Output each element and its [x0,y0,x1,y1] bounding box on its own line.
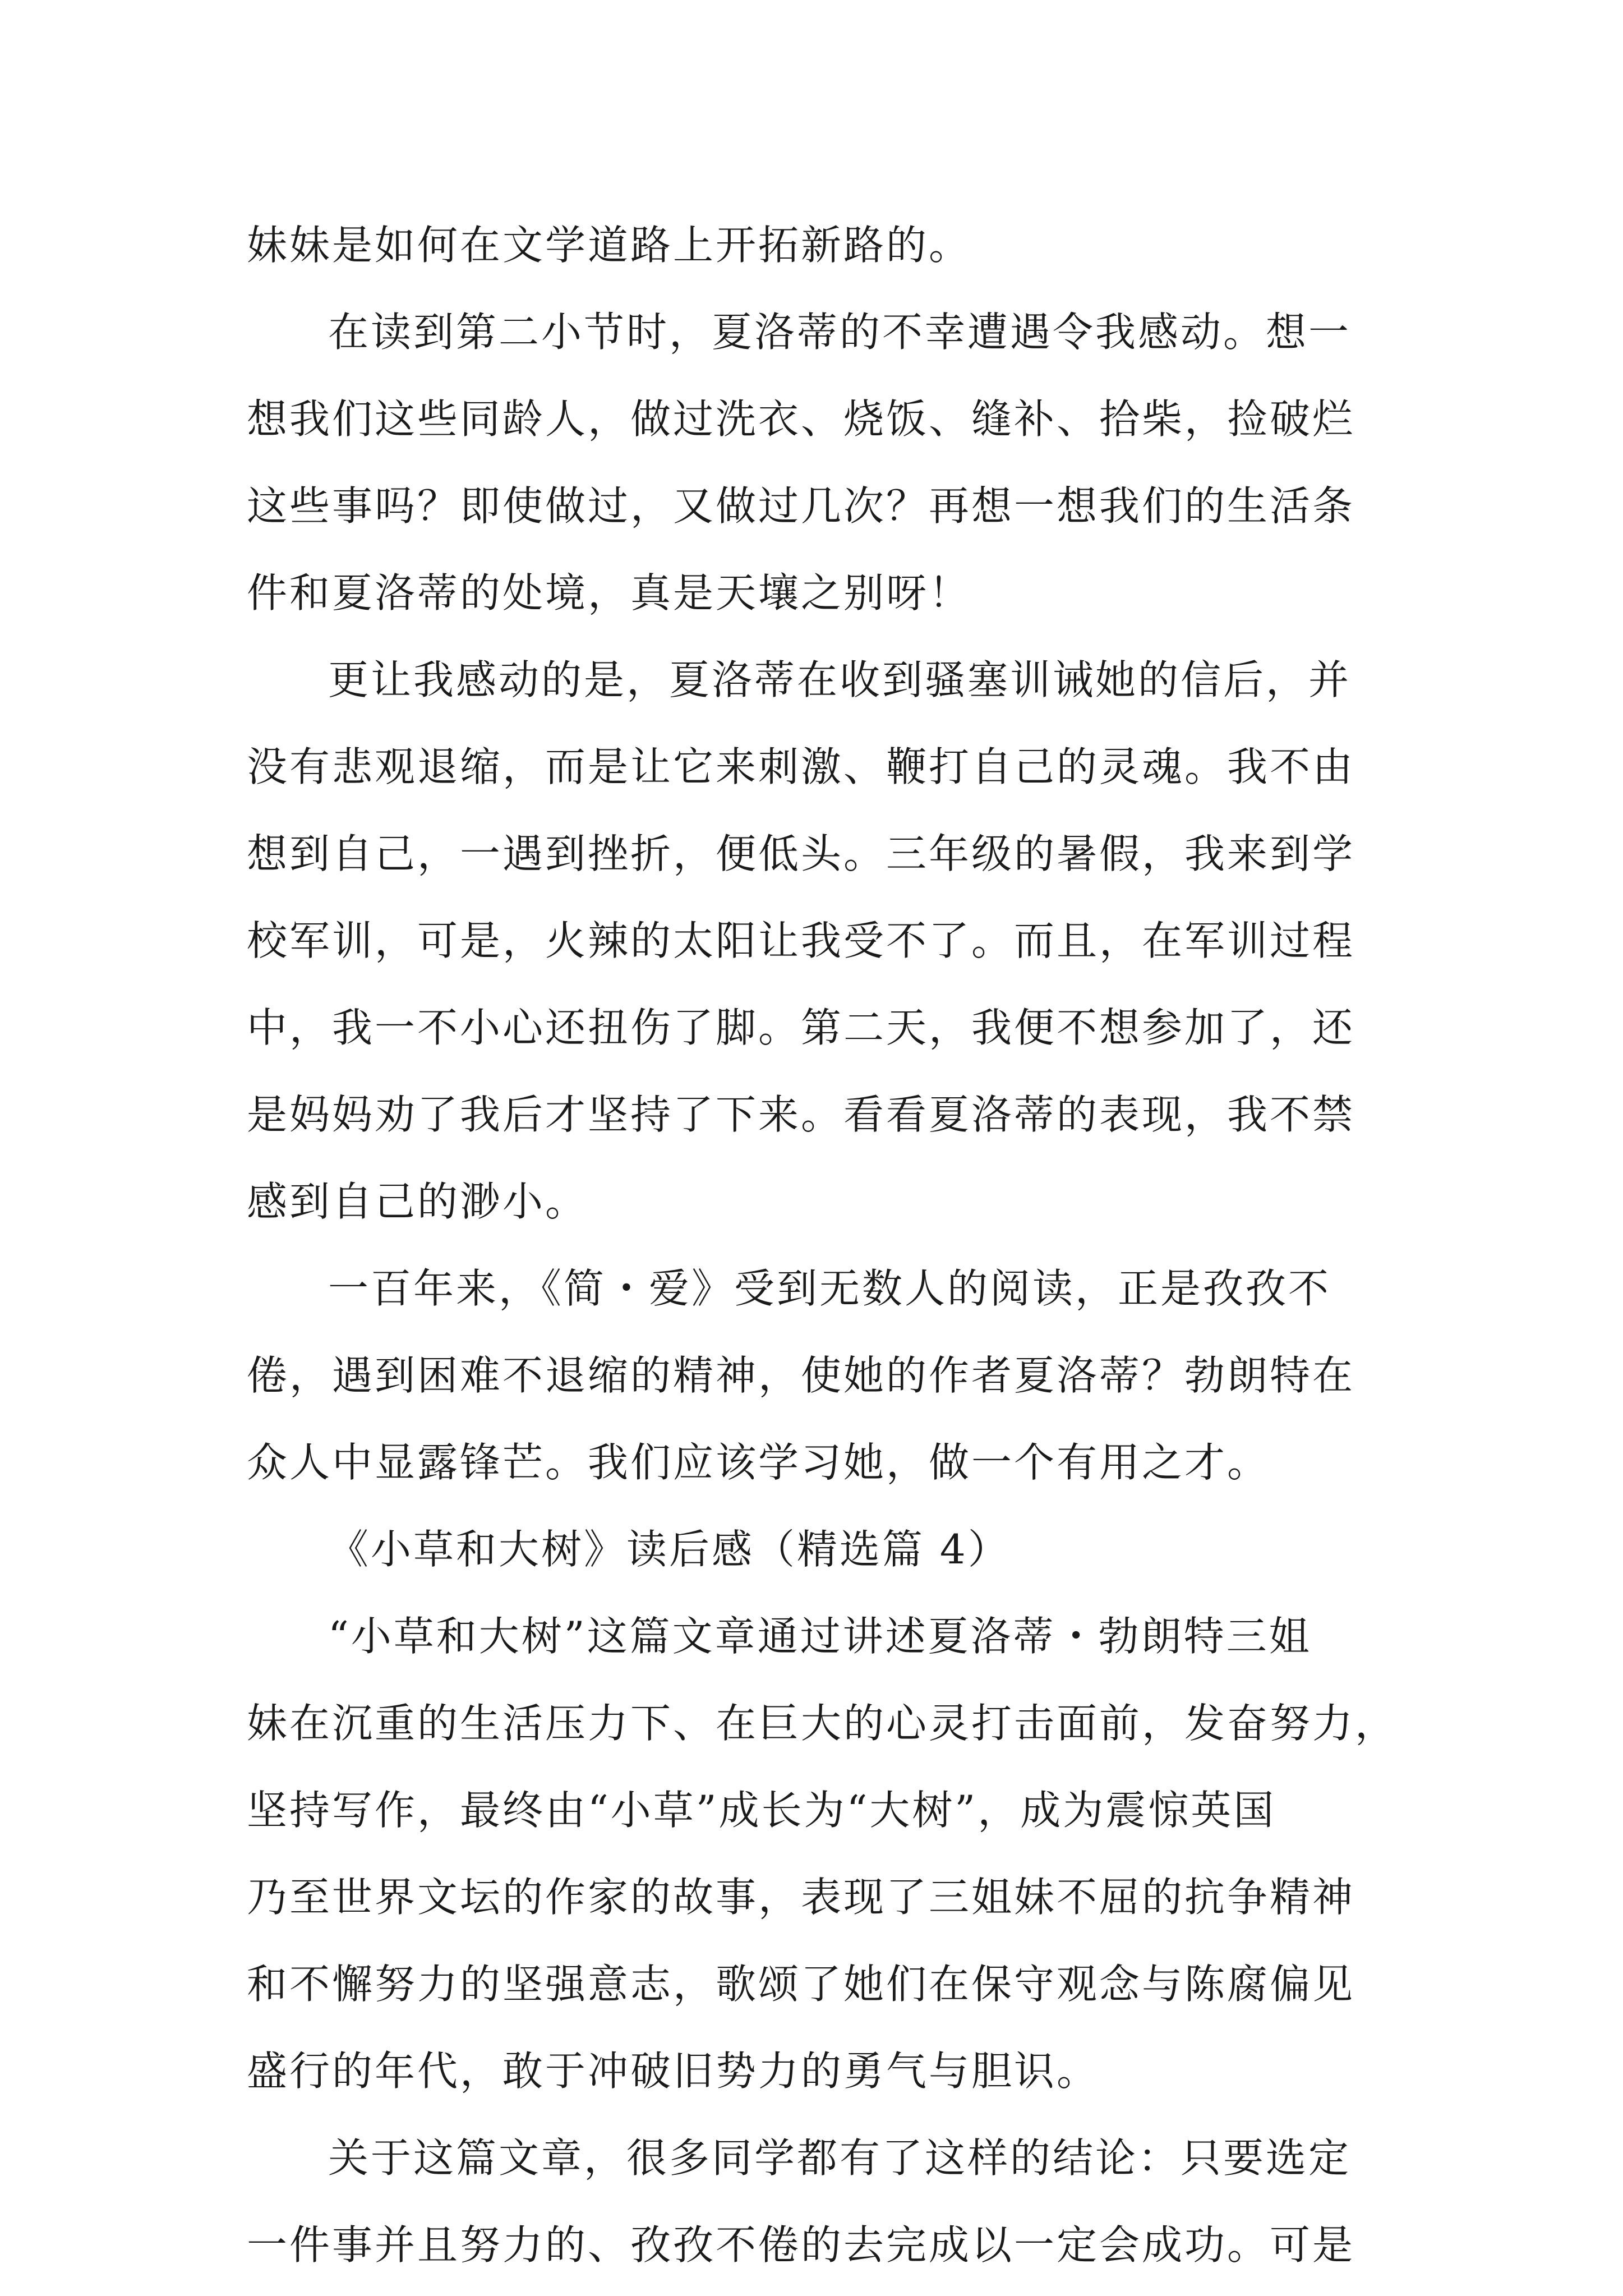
text-line: 更让我感动的是，夏洛蒂在收到骚塞训诫她的信后，并 [328,656,1352,703]
text-line: 妹在沉重的生活压力下、在巨大的心灵打击面前，发奋努力， [247,1700,1398,1747]
text-line: 想我们这些同龄人，做过洗衣、烧饭、缝补、拾柴，捡破烂 [247,395,1355,443]
text-line: 一百年来，《简・爱》受到无数人的阅读，正是孜孜不 [328,1265,1331,1312]
text-line: 和不懈努力的坚强意志，歌颂了她们在保守观念与陈腐偏见 [247,1961,1355,2008]
text-line: 在读到第二小节时，夏洛蒂的不幸遭遇令我感动。想一 [328,309,1352,356]
text-line: 想到自己，一遇到挫折，便低头。三年级的暑假，我来到学 [247,830,1355,877]
text-line: 众人中显露锋芒。我们应该学习她，做一个有用之才。 [247,1439,1270,1486]
text-line: 乃至世界文坛的作家的故事，表现了三姐妹不屈的抗争精神 [247,1874,1355,1921]
text-line: 是妈妈劝了我后才坚持了下来。看看夏洛蒂的表现，我不禁 [247,1091,1355,1138]
text-line: 件和夏洛蒂的处境，真是天壤之别呀！ [247,569,972,616]
text-line: 这些事吗？即使做过，又做过几次？再想一想我们的生活条 [247,482,1355,530]
text-line: 倦，遇到困难不退缩的精神，使她的作者夏洛蒂？勃朗特在 [247,1352,1355,1399]
text-line: 坚持写作，最终由“小草”成长为“大树”，成为震惊英国 [247,1787,1276,1834]
section-heading: 《小草和大树》读后感（精选篇 4） [328,1526,1011,1573]
text-line: 感到自己的渺小。 [247,1178,588,1225]
text-line: “小草和大树”这篇文章通过讲述夏洛蒂・勃朗特三姐 [328,1613,1312,1660]
text-line: 关于这篇文章，很多同学都有了这样的结论：只要选定 [328,2134,1352,2182]
text-line: 一件事并且努力的、孜孜不倦的去完成以一定会成功。可是 [247,2221,1355,2269]
text-line: 盛行的年代，敢于冲破旧势力的勇气与胆识。 [247,2047,1100,2095]
text-line: 校军训，可是，火辣的太阳让我受不了。而且，在军训过程 [247,917,1355,964]
text-line: 中，我一不小心还扭伤了脚。第二天，我便不想参加了，还 [247,1004,1355,1051]
text-line: 妹妹是如何在文学道路上开拓新路的。 [247,222,972,269]
document-body [247,202,1398,2289]
text-line: 没有悲观退缩，而是让它来刺激、鞭打自己的灵魂。我不由 [247,743,1355,790]
